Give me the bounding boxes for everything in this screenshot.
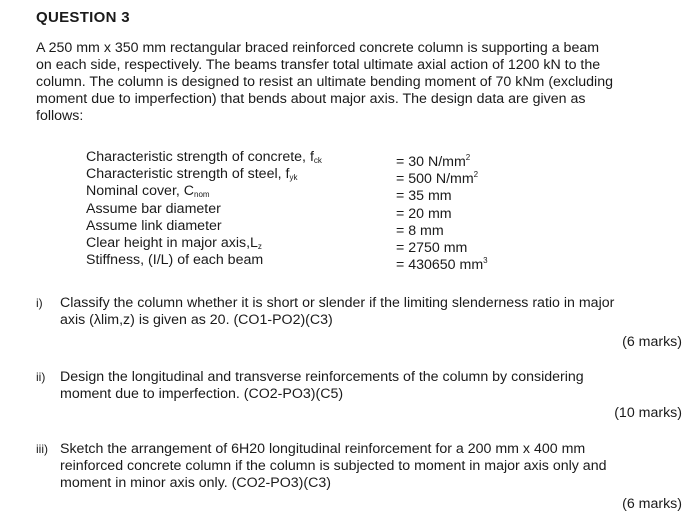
- design-data-value: = 500 $N/mm^2$: [396, 170, 479, 188]
- intro-line: A 250 mm x 350 mm rectangular braced reinforced concrete column is supporting a beam: [36, 40, 600, 56]
- sub-question-text: [60, 295, 680, 329]
- design-data-label: Characteristic strength of steel, $f_{yk}$: [86, 166, 298, 183]
- sub-question-line: moment due to imperfection. (CO2-PO3)(C5): [60, 386, 344, 402]
- design-data-row: [86, 149, 526, 170]
- design-data-row: [86, 183, 526, 205]
- design-data-row: [86, 252, 526, 274]
- intro-line: column. The column is designed to resist an ultimate bending moment of 70 kNm (excluding: [36, 74, 613, 90]
- sub-question-number: iii): [36, 442, 48, 456]
- design-data-value: = 30 $N/mm^2$: [396, 153, 471, 170]
- design-data-label: Stiffness, (I/L) of each beam: [86, 252, 264, 269]
- design-data-table: [86, 149, 526, 274]
- design-data-value: = 430650 $mm^3$: [396, 256, 488, 274]
- sub-question-line: Design the longitudinal and transverse reinforcements of the column by considering: [60, 369, 584, 385]
- design-data-label: Assume bar diameter: [86, 200, 221, 217]
- sub-question-line: Sketch the arrangement of 6H20 longitudinal reinforcement for a 200 mm x 400 mm: [60, 441, 586, 457]
- sub-question-text: [60, 441, 680, 492]
- marks-label: (6 marks): [622, 334, 682, 350]
- design-data-label: Nominal cover, $C_{nom}$: [86, 183, 210, 200]
- sub-question-line: Classify the column whether it is short or slender if the limiting slenderness ratio in major: [60, 295, 615, 311]
- intro-line: moment due to imperfection) that bends about major axis. The design data are given as: [36, 91, 586, 107]
- design-data-row: [86, 234, 526, 256]
- sub-question-line: reinforced concrete column if the column is subjected to moment in major axis only and: [60, 458, 607, 474]
- sub-question-line: axis (λlim,z) is given as 20. (CO1-PO2)(C3): [60, 312, 333, 328]
- design-data-label: Characteristic strength of concrete, $f_{ck}$: [86, 149, 322, 165]
- sub-question-text: [60, 369, 680, 403]
- design-data-value: = 20 mm: [396, 205, 452, 222]
- design-data-value: = 2750 mm: [396, 239, 468, 256]
- sub-question-number: i): [36, 296, 43, 310]
- sub-question-number: ii): [36, 370, 46, 384]
- question-heading: QUESTION 3: [36, 9, 130, 26]
- sub-question-line: moment in minor axis only. (CO2-PO3)(C3): [60, 475, 331, 491]
- question-intro: [36, 40, 676, 125]
- marks-label: (6 marks): [622, 496, 682, 512]
- marks-label: (10 marks): [614, 405, 682, 421]
- intro-line: on each side, respectively. The beams transfer total ultimate axial action of 1200 kN to the: [36, 57, 601, 73]
- design-data-row: [86, 217, 526, 239]
- design-data-row: [86, 200, 526, 222]
- design-data-label: Assume link diameter: [86, 217, 222, 234]
- intro-line: follows:: [36, 108, 84, 124]
- design-data-value: = 8 mm: [396, 222, 444, 239]
- design-data-value: = 35 mm: [396, 188, 452, 205]
- design-data-label: Clear height in major $axis,L_z$: [86, 234, 262, 251]
- design-data-row: [86, 166, 526, 188]
